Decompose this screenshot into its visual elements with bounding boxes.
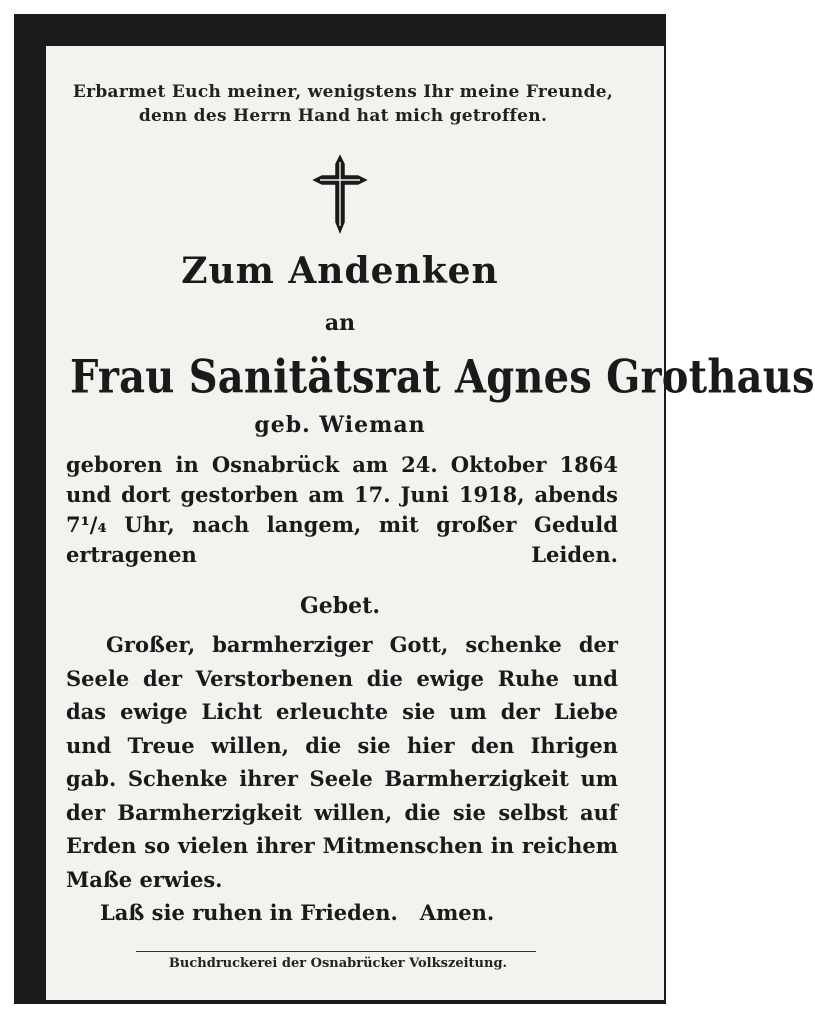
closing-line — [100, 900, 560, 925]
preposition-text: an — [324, 310, 356, 336]
motto-line-1: Erbarmet Euch meiner, wenigstens Ihr meine Freunde, — [72, 82, 614, 102]
footer-divider — [136, 951, 536, 952]
motto-verse — [68, 80, 618, 128]
prayer-line-6: der Barmherzigkeit willen, die sie selbst auf — [66, 799, 618, 825]
prayer-paragraph — [66, 628, 618, 896]
prayer-line-3: das ewige Licht erleuchte sie um der Liebe — [66, 699, 618, 724]
cross-icon — [310, 152, 370, 236]
page-title: Zum Andenken — [181, 250, 499, 292]
motto-line-2: denn des Herrn Hand hat mich getroffen. — [138, 106, 548, 126]
biography-line-4: ertragenen Leiden. — [66, 542, 618, 567]
prayer-line-5: gab. Schenke ihrer Seele Barmherzigkeit um — [66, 766, 618, 791]
prayer-line-4: und Treue willen, die sie hier den Ihrigen — [66, 732, 618, 758]
prayer-line-1: Großer, barmherziger Gott, schenke der — [106, 632, 618, 657]
prayer-heading: Gebet. — [300, 593, 380, 619]
deceased-name: Frau Sanitätsrat Agnes Grothaus — [70, 350, 815, 405]
prayer-line-2: Seele der Verstorbenen die ewige Ruhe und — [66, 665, 618, 691]
birth-name: geb. Wieman — [254, 412, 426, 438]
biography-line-1: geboren in Osnabrück am 24. Oktober 1864 — [66, 452, 618, 477]
printer-credit: Buchdruckerei der Osnabrücker Volkszeitung. — [168, 956, 508, 971]
biography-line-2: und dort gestorben am 17. Juni 1918, abends — [66, 482, 618, 507]
closing-amen-text: Amen. — [419, 900, 495, 925]
biography-line-3: 7¹/₄ Uhr, nach langem, mit großer Geduld — [66, 512, 618, 537]
biography-paragraph — [66, 450, 618, 570]
closing-rest-text: Laß sie ruhen in Frieden. — [100, 900, 398, 925]
prayer-line-7: Erden so vielen ihrer Mitmenschen in reichem — [66, 833, 618, 858]
prayer-line-8: Maße erwies. — [66, 866, 223, 892]
